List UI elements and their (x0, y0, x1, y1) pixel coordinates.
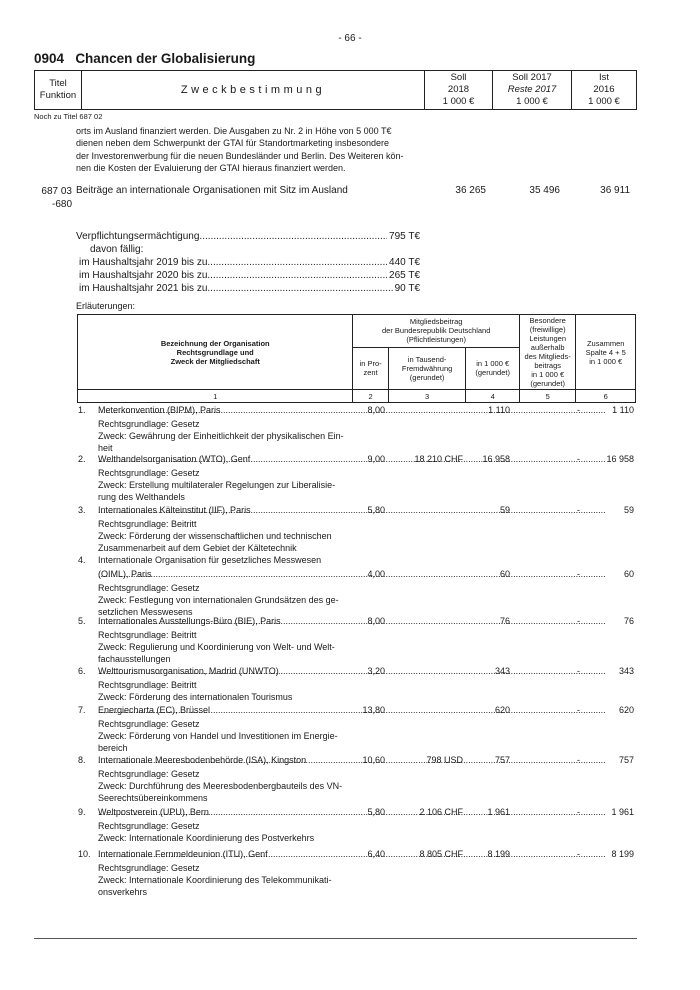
organisation-name-text: Meterkonvention (BIPM), Paris (98, 405, 221, 415)
organisation-eur: 8 199 (487, 849, 510, 859)
organisation-number: 4. (78, 555, 86, 565)
col-number: 1 (78, 390, 353, 403)
continuation-note: Noch zu Titel 687 02 (34, 112, 103, 121)
detail-line: Zweck: Durchführung des Meeresbodenbergbauteils des VN- (98, 780, 343, 791)
organisation-num: 10. (78, 849, 91, 859)
organisation-pct: 5,80 (367, 505, 385, 515)
detail-line: heit (98, 442, 113, 453)
detail-line: Rechtsgrundlage: Beitritt (98, 630, 197, 640)
table-row (77, 806, 636, 819)
organisation-besondere: - (577, 505, 580, 515)
organisation-num: 2. (78, 454, 86, 464)
organisation-total: 8 199 (611, 849, 634, 859)
detail-line: Zweck: Erstellung multilateraler Regelungen zur Liberalisie- (98, 479, 336, 490)
detail-line: bereich (98, 742, 128, 753)
organisation-num: 9. (78, 807, 86, 817)
table-row (77, 704, 636, 717)
organisation-num: 3. (78, 505, 86, 515)
chapter-name: Chancen der Globalisierung (75, 51, 256, 66)
continuation-text: orts im Ausland finanziert werden. Die Ausgaben zu Nr. 2 in Höhe von 5 000 T€ dienen neben dem Schwerpunkt der GTAI für Standortmarketing insbesondere der Investorenwerbung für die neuen Bundesländer und Berlin. Des Weiteren kön- nen die Kosten der Evaluierung der GTAI hieraus finanziert werden. (76, 126, 404, 173)
col-euro: in 1 000 € (gerundet) (466, 347, 519, 389)
detail-line: Rechtsgrundlage: Gesetz (98, 419, 200, 429)
organisation-besondere: - (577, 666, 580, 676)
table-row (77, 453, 636, 466)
table-row (77, 568, 636, 581)
organisation-pct: 4,00 (367, 569, 385, 579)
organisation-details (98, 630, 356, 665)
detail-line: Rechtsgrundlage: Gesetz (98, 583, 200, 593)
organisation-pct: 10,60 (362, 755, 385, 765)
organisation-details (98, 821, 356, 845)
organisation-besondere: - (577, 454, 580, 464)
col-soll-2017: Soll 2017 Reste 2017 1 000 € (493, 71, 572, 110)
chapter-number: 0904 (34, 51, 65, 66)
organisation-pct: 8,00 (367, 405, 385, 415)
organisation-besondere: - (577, 807, 580, 817)
ve-davon: davon fällig: (90, 244, 144, 255)
organisation-eur: 59 (499, 505, 510, 515)
organisation-pct: 3,20 (367, 666, 385, 676)
col-number: 2 (353, 390, 388, 403)
organisation-besondere: - (577, 849, 580, 859)
organisation-details (98, 863, 356, 898)
col-besondere: Besondere (freiwillige) Leistungen außerhalb des Mitglieds- beitrags in 1 000 € (gerundet) (519, 315, 576, 390)
organisation-total: 757 (618, 755, 634, 765)
organisation-besondere: - (577, 755, 580, 765)
titel-ist-2016: 36 911 (600, 185, 630, 196)
ve-block (76, 230, 420, 295)
detail-line: Zweck: Förderung des internationalen Tourismus (98, 691, 293, 702)
col-titel-funktion: Titel Funktion (35, 71, 82, 110)
organisation-pct: 8,00 (367, 616, 385, 626)
organisation-total: 16 958 (606, 454, 634, 464)
detail-line: Zweck: Regulierung und Koordinierung von Welt- und Welt- (98, 641, 335, 652)
detail-line: Rechtsgrundlage: Beitritt (98, 680, 197, 690)
titel-soll-2018: 36 265 (455, 185, 486, 196)
organisation-eur: 343 (494, 666, 510, 676)
organisation-besondere: - (577, 616, 580, 626)
titel-number: 687 03 -680 (41, 186, 72, 210)
titel-soll-2017: 35 496 (529, 185, 560, 196)
detail-line: Rechtsgrundlage: Gesetz (98, 719, 200, 729)
organisation-foreign: 18 210 CHF (414, 454, 463, 464)
organisation-num: 6. (78, 666, 86, 676)
detail-line: rung des Welthandels (98, 491, 185, 502)
detail-line: Rechtsgrundlage: Gesetz (98, 821, 200, 831)
titel-description: Beiträge an internationale Organisationen mit Sitz im Ausland (76, 185, 348, 196)
organisation-num: 1. (78, 405, 86, 415)
detail-line: Rechtsgrundlage: Gesetz (98, 468, 200, 478)
organisation-besondere: - (577, 405, 580, 415)
bottom-rule (34, 938, 637, 939)
table-row (77, 404, 636, 417)
detail-line: Rechtsgrundlage: Beitritt (98, 519, 197, 529)
col-mitgliedsbeitrag: Mitgliedsbeitrag der Bundesrepublik Deutschland (Pflichtleistungen) (353, 315, 519, 348)
organisation-name-text: Welttourismusorganisation, Madrid (UNWTO) (98, 666, 279, 676)
col-number: 4 (466, 390, 519, 403)
organisation-details (98, 769, 356, 804)
chapter-title (34, 51, 255, 66)
organisation-total: 1 110 (612, 405, 634, 415)
budget-header-table (34, 70, 637, 110)
detail-line: Zweck: Internationale Koordinierung des Telekommunikati- (98, 874, 332, 885)
erlaeuterungen-label: Erläuterungen: (76, 301, 136, 311)
col-zweckbestimmung: Zweckbestimmung (82, 71, 425, 110)
organisation-pct: 6,40 (367, 849, 385, 859)
detail-line: Zweck: Internationale Koordinierung des Postverkehrs (98, 832, 315, 843)
col-number: 6 (576, 390, 636, 403)
detail-line: Zweck: Förderung von Handel und Investitionen im Energie- (98, 730, 338, 741)
col-soll-2018: Soll 2018 1 000 € (425, 71, 493, 110)
table-row (77, 615, 636, 628)
detail-line: Zusammenarbeit auf dem Gebiet der Kältetechnik (98, 542, 297, 553)
ve-item: im Haushaltsjahr 2019 bis zu ..... 440 T€ (76, 256, 420, 269)
organisation-details (98, 719, 356, 754)
organisation-total: 620 (618, 705, 634, 715)
ve-item: im Haushaltsjahr 2020 bis zu ..... 265 T€ (76, 269, 420, 282)
detail-line: Zweck: Festlegung von internationalen Grundsätzen des ge- (98, 594, 339, 605)
organisation-foreign: 8 805 CHF (419, 849, 463, 859)
table-row (77, 848, 636, 861)
organisation-eur: 76 (499, 616, 510, 626)
organisation-eur: 1 961 (487, 807, 510, 817)
organisation-name-text: Welthandelsorganisation (WTO), Genf (98, 454, 251, 464)
ve-item: im Haushaltsjahr 2021 bis zu ..... 90 T€ (76, 282, 420, 295)
col-fremdwaehrung: in Tausend- Fremdwährung (gerundet) (388, 347, 466, 389)
organisation-name-text: Internationale Fernmeldeunion (ITU), Genf (98, 849, 268, 859)
detail-line: fachausstellungen (98, 653, 171, 664)
detail-line: Seerechtsübereinkommens (98, 792, 208, 803)
organisation-name-text: Energiecharta (EC), Brüssel (98, 705, 211, 715)
col-prozent: in Pro- zent (353, 347, 388, 389)
col-number: 3 (388, 390, 466, 403)
organisation-eur: 16 958 (482, 454, 510, 464)
organisations-header-table (77, 314, 636, 403)
organisation-total: 60 (623, 569, 634, 579)
organisation-name-text: Weltpostverein (UPU), Bern (98, 807, 209, 817)
table-row (77, 754, 636, 767)
col-bezeichnung: Bezeichnung der Organisation Rechtsgrundlage und Zweck der Mitgliedschaft (78, 315, 353, 390)
organisation-eur: 620 (494, 705, 510, 715)
organisation-foreign: 2 106 CHF (419, 807, 463, 817)
organisation-besondere: - (577, 705, 580, 715)
organisation-total: 343 (618, 666, 634, 676)
organisation-total: 1 961 (611, 807, 634, 817)
organisation-pct: 13,80 (362, 705, 385, 715)
organisation-name-text: (OIML), Paris (98, 569, 152, 579)
organisation-num: 5. (78, 616, 86, 626)
organisation-details (98, 468, 356, 503)
organisation-eur: 60 (499, 569, 510, 579)
organisation-details (98, 583, 356, 618)
organisation-foreign: 798 USD (426, 755, 463, 765)
detail-line: setzlichen Messwesens (98, 606, 193, 617)
organisation-name-text: Internationales Kälteinstitut (IIF), Paris (98, 505, 251, 515)
detail-line: onsverkehrs (98, 886, 148, 897)
organisation-details (98, 519, 356, 554)
col-number: 5 (519, 390, 576, 403)
organisation-total: 59 (623, 505, 634, 515)
organisation-details (98, 419, 356, 454)
detail-line: Zweck: Gewährung der Einheitlichkeit der physikalischen Ein- (98, 430, 344, 441)
organisation-name-text: Internationale Meeresbodenbehörde (ISA), Kingston (98, 755, 307, 765)
detail-line: Zweck: Förderung der wissenschaftlichen und technischen (98, 530, 332, 541)
organisation-besondere: - (577, 569, 580, 579)
organisation-pct: 9,00 (367, 454, 385, 464)
col-ist-2016: Ist 2016 1 000 € (572, 71, 637, 110)
organisation-name-text: Internationales Ausstellungs-Büro (BIE), Paris (98, 616, 281, 626)
table-row (77, 665, 636, 678)
col-zusammen: Zusammen Spalte 4 + 5 in 1 000 € (576, 315, 636, 390)
organisation-eur: 1 110 (488, 405, 510, 415)
detail-line: Rechtsgrundlage: Gesetz (98, 769, 200, 779)
ve-main: Verpflichtungsermächtigung ..... 795 T€ (76, 230, 420, 243)
organisation-pct: 5,80 (367, 807, 385, 817)
organisation-num: 7. (78, 705, 86, 715)
table-row (77, 504, 636, 517)
organisation-eur: 757 (494, 755, 510, 765)
organisation-name-line: Internationale Organisation für gesetzliches Messwesen (98, 555, 322, 565)
page-number: - 66 - (338, 33, 362, 44)
organisation-total: 76 (623, 616, 634, 626)
detail-line: Rechtsgrundlage: Gesetz (98, 863, 200, 873)
organisation-details (98, 680, 356, 704)
organisation-num: 8. (78, 755, 86, 765)
